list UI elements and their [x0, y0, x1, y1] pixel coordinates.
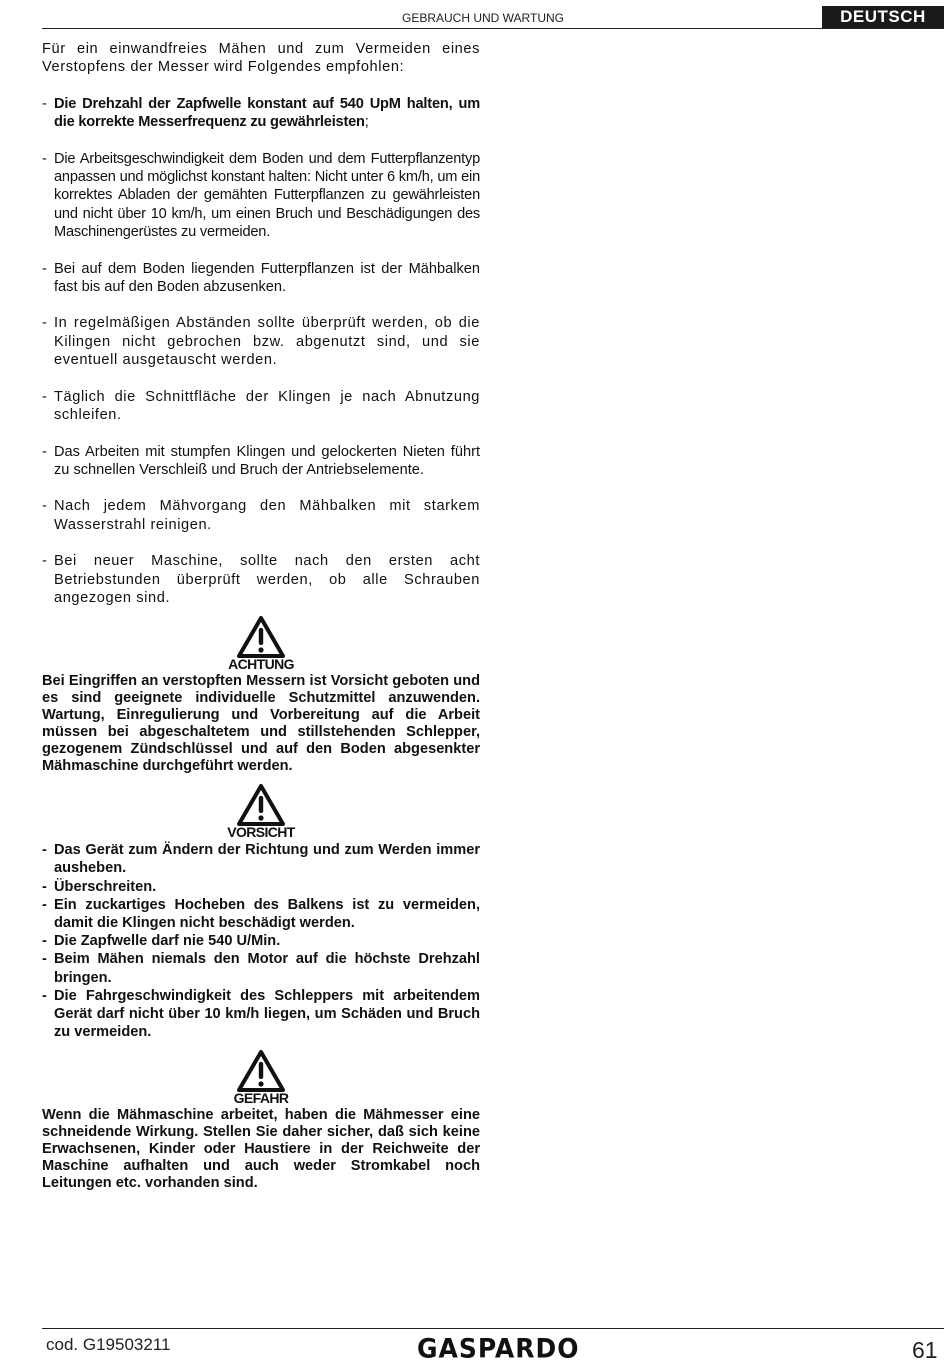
list-item [42, 95, 480, 132]
list-item-bold: Die Drehzahl der Zapfwelle konstant auf 540 UpM halten, um die korrekte Messerfrequenz zu gewährleisten [54, 95, 480, 131]
header-rule [42, 28, 944, 29]
list-item: - Beim Mähen niemals den Motor auf die höchste Drehzahl bringen. [42, 950, 480, 986]
list-item: - Die Zapfwelle darf nie 540 U/Min. [42, 932, 480, 950]
list-item-text: Das Arbeiten mit stumpfen Klingen und gelockerten Nieten führt zu schnellen Verschleiß und Bruch der Antriebselemente. [54, 443, 480, 478]
list-item-text: Die Arbeitsgeschwindigkeit dem Boden und dem Futterpflanzentyp anpassen und möglichst konstant halten: Nicht unter 6 km/h, um ein korrektes Abladen der gemähten Futterpflanzen zu gewährleisten und nicht über 10 km/h, um einen Bruch und Beschädigungen des Maschinengerüstes zu vermeiden. [54, 150, 480, 240]
list-item [42, 497, 480, 534]
achtung-text: Bei Eingriffen an verstopften Messern ist Vorsicht geboten und es sind geeignete individuelle Schutzmittel anzuwenden. Wartung, Einregulierung und Vorbereitung auf die Arbeit müssen bei abgeschaltetem und stillstehenden Schlepper, gezogenem Zündschlüssel und auf den Boden abgesenkter Mähmaschine durchgeführt werden. [42, 673, 480, 775]
list-item [42, 388, 480, 425]
list-item-text: Bei auf dem Boden liegenden Futterpflanzen ist der Mähbalken fast bis auf den Boden abzusenken. [54, 260, 480, 295]
warning-triangle-icon [236, 615, 286, 659]
list-item [42, 314, 480, 369]
main-column [42, 40, 480, 1192]
list-item: - Das Gerät zum Ändern der Richtung und zum Werden immer ausheben. [42, 841, 480, 877]
brand-logo: GASPARDO [417, 1333, 580, 1364]
document-code: cod. G19503211 [46, 1335, 171, 1354]
achtung-title: ACHTUNG [228, 656, 294, 673]
language-badge: DEUTSCH [822, 6, 944, 28]
footer-rule [42, 1328, 944, 1329]
list-item-text: Täglich die Schnittfläche der Klingen je nach Abnutzung schleifen. [54, 388, 480, 423]
list-item: - Ein zuckartiges Hocheben des Balkens ist zu vermeiden, damit die Klingen nicht beschädigt werden. [42, 896, 480, 932]
vorsicht-notice [42, 783, 480, 1041]
warning-triangle-icon [236, 1049, 286, 1093]
list-item-text: Nach jedem Mähvorgang den Mähbalken mit starkem Wasserstrahl reinigen. [54, 498, 480, 533]
list-item: - Die Fahrgeschwindigkeit des Schleppers mit arbeitendem Gerät darf nicht über 10 km/h liegen, um Schäden und Bruch zu vermeiden. [42, 987, 480, 1042]
gefahr-title: GEFAHR [233, 1090, 289, 1107]
running-header: GEBRAUCH UND WARTUNG [402, 11, 565, 25]
list-item [42, 150, 480, 241]
gefahr-text: Wenn die Mähmaschine arbeitet, haben die Mähmesser eine schneidende Wirkung. Stellen Sie daher sicher, daß sich keine Erwachsenen, Kinder oder Haustiere in der Reichweite der Maschine aufhalten und auch weder Stromkabel noch Leitungen etc. vorhanden sind. [42, 1107, 480, 1192]
vorsicht-title: VORSICHT [227, 824, 295, 841]
list-item [42, 260, 480, 297]
recommendations-list [42, 95, 480, 607]
list-item: - Überschreiten. [42, 878, 480, 896]
list-item-text: Bei neuer Maschine, sollte nach den ersten acht Betriebstunden überprüft werden, ob alle Schrauben angezogen sind. [54, 553, 480, 606]
list-item [42, 443, 480, 480]
gefahr-notice [42, 1049, 480, 1192]
list-item [42, 552, 480, 607]
list-item-text: ; [364, 114, 369, 131]
list-item-text: In regelmäßigen Abständen sollte überprüft werden, ob die Kilingen nicht gebrochen bzw. abgenutzt sind, und sie eventuell ausgetauscht werden. [54, 315, 480, 369]
page-number: 61 [912, 1337, 938, 1363]
vorsicht-list [42, 841, 480, 1041]
warning-triangle-icon [236, 783, 286, 827]
intro-paragraph: Für ein einwandfreies Mähen und zum Vermeiden eines Verstopfens der Messer wird Folgendes empfohlen: [42, 41, 480, 76]
achtung-notice [42, 615, 480, 775]
